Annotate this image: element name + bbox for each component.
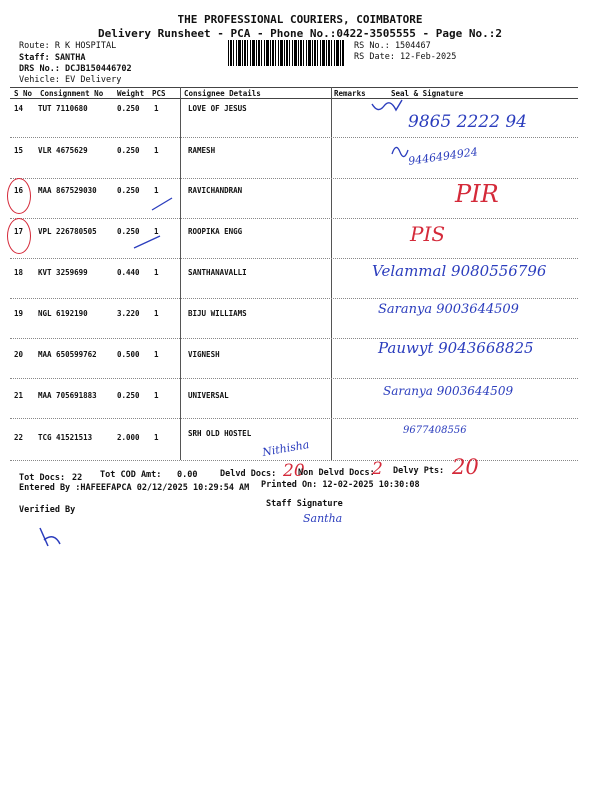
row-sno: 16 xyxy=(14,186,24,195)
rs-number: RS No.: 1504467 xyxy=(354,41,431,51)
route-label: Route: R K HOSPITAL xyxy=(19,41,117,51)
row-weight: 0.250 xyxy=(117,186,140,195)
row-divider xyxy=(10,178,578,179)
tot-cod-label: Tot COD Amt: xyxy=(100,470,162,480)
row-pcs: 1 xyxy=(154,227,159,236)
row-pcs: 1 xyxy=(154,186,159,195)
handwritten-signature: 9865 2222 94 xyxy=(408,112,527,132)
row-pcs: 1 xyxy=(154,104,159,113)
row-divider xyxy=(10,298,578,299)
staff-signature-label: Staff Signature xyxy=(266,499,343,509)
table-top-border xyxy=(10,87,578,88)
barcode-image xyxy=(228,40,345,66)
row-pcs: 1 xyxy=(154,146,159,155)
row-consignment-no: MAA 867529030 xyxy=(38,186,97,195)
row-consignee: VIGNESH xyxy=(188,350,220,359)
runsheet-subtitle: Delivery Runsheet - PCA - Phone No.:0422-3505555 - Page No.:2 xyxy=(98,27,502,40)
row-consignee: ROOPIKA ENGG xyxy=(188,227,243,236)
delvd-docs-handwritten: 20 xyxy=(283,461,305,481)
col-header-pcs: PCS xyxy=(152,89,166,98)
row-pcs: 1 xyxy=(154,391,159,400)
row-consignee: LOVE OF JESUS xyxy=(188,104,247,113)
row-weight: 0.250 xyxy=(117,146,140,155)
verified-by-label: Verified By xyxy=(19,505,76,515)
col-header-consignment: Consignment No xyxy=(40,89,104,98)
tick-mark xyxy=(130,232,166,252)
printed-on: Printed On: 12-02-2025 10:30:08 xyxy=(261,480,420,490)
row-consignee: SRH OLD HOSTEL xyxy=(188,429,252,438)
row-pcs: 1 xyxy=(154,309,159,318)
row-divider xyxy=(10,258,578,259)
row-consignee: SANTHANAVALLI xyxy=(188,268,247,277)
row-pcs: 1 xyxy=(154,268,159,277)
handwritten-signature: Velammal 9080556796 xyxy=(372,262,547,280)
row-divider xyxy=(10,137,578,138)
row-consignment-no: VPL 226780505 xyxy=(38,227,97,236)
row-consignment-no: MAA 650599762 xyxy=(38,350,97,359)
column-divider xyxy=(180,87,181,460)
handwritten-signature: Saranya 9003644509 xyxy=(383,384,514,398)
handwritten-signature: Saranya 9003644509 xyxy=(378,302,519,317)
signature-scribble xyxy=(368,96,408,120)
handwritten-signature: PIS xyxy=(410,222,446,246)
row-consignment-no: NGL 6192190 xyxy=(38,309,88,318)
delvy-pts-handwritten: 20 xyxy=(452,455,479,479)
row-consignment-no: VLR 4675629 xyxy=(38,146,88,155)
row-weight: 3.220 xyxy=(117,309,140,318)
staff-label: Staff: SANTHA xyxy=(19,53,86,63)
col-header-weight: Weight xyxy=(117,89,145,98)
delvy-pts-label: Delvy Pts: xyxy=(393,466,445,476)
non-delvd-docs-label: Non Delvd Docs: xyxy=(298,468,375,478)
vehicle-label: Vehicle: EV Delivery xyxy=(19,75,122,85)
handwritten-signature: PIR xyxy=(455,180,499,208)
entered-by: Entered By :HAFEEFAPCA 02/12/2025 10:29:54 AM xyxy=(19,483,250,493)
col-header-remarks: Remarks xyxy=(334,89,366,98)
company-title: THE PROFESSIONAL COURIERS, COIMBATORE xyxy=(177,13,423,26)
row-pcs: 1 xyxy=(154,433,159,442)
delvd-docs-label: Delvd Docs: xyxy=(220,469,277,479)
row-divider xyxy=(10,378,578,379)
row-consignment-no: KVT 3259699 xyxy=(38,268,88,277)
row-sno: 14 xyxy=(14,104,24,113)
col-header-signature: Seal & Signature xyxy=(391,89,464,98)
tot-cod-value: 0.00 xyxy=(177,470,198,480)
row-sno: 18 xyxy=(14,268,24,277)
drs-number: DRS No.: DCJB150446702 xyxy=(19,64,132,74)
handwritten-remark: Nithisha xyxy=(261,437,311,460)
handwritten-signature: 9446494924 xyxy=(407,145,479,168)
staff-signature-handwritten: Santha xyxy=(303,512,343,525)
tot-docs-label: Tot Docs: xyxy=(19,473,66,483)
row-weight: 0.250 xyxy=(117,391,140,400)
row-weight: 0.440 xyxy=(117,268,140,277)
row-consignee: BIJU WILLIAMS xyxy=(188,309,247,318)
verification-mark xyxy=(34,522,68,552)
handwritten-signature: 9677408556 xyxy=(403,425,467,436)
red-circle-mark xyxy=(7,218,31,254)
row-divider xyxy=(10,418,578,419)
signature-scribble xyxy=(388,140,412,164)
row-consignee: UNIVERSAL xyxy=(188,391,229,400)
row-sno: 20 xyxy=(14,350,24,359)
row-pcs: 1 xyxy=(154,350,159,359)
row-consignment-no: TCG 41521513 xyxy=(38,433,93,442)
row-sno: 15 xyxy=(14,146,24,155)
row-sno: 22 xyxy=(14,433,24,442)
col-header-sno: S No xyxy=(14,89,33,98)
red-circle-mark xyxy=(7,178,31,214)
row-consignment-no: MAA 705691883 xyxy=(38,391,97,400)
row-sno: 21 xyxy=(14,391,24,400)
row-weight: 2.000 xyxy=(117,433,140,442)
row-consignee: RAMESH xyxy=(188,146,216,155)
col-header-consignee: Consignee Details xyxy=(184,89,261,98)
row-weight: 0.250 xyxy=(117,227,140,236)
row-weight: 0.500 xyxy=(117,350,140,359)
non-delvd-docs-handwritten: 2 xyxy=(372,459,383,479)
row-sno: 19 xyxy=(14,309,24,318)
tot-docs-value: 22 xyxy=(72,473,83,483)
row-consignee: RAVICHANDRAN xyxy=(188,186,243,195)
row-sno: 17 xyxy=(14,227,24,236)
row-divider xyxy=(10,218,578,219)
row-weight: 0.250 xyxy=(117,104,140,113)
rs-date: RS Date: 12-Feb-2025 xyxy=(354,52,457,62)
table-header-border xyxy=(10,98,578,99)
handwritten-signature: Pauwyt 9043668825 xyxy=(378,339,534,357)
tick-mark xyxy=(148,194,178,214)
row-consignment-no: TUT 7110680 xyxy=(38,104,88,113)
column-divider xyxy=(331,87,332,460)
